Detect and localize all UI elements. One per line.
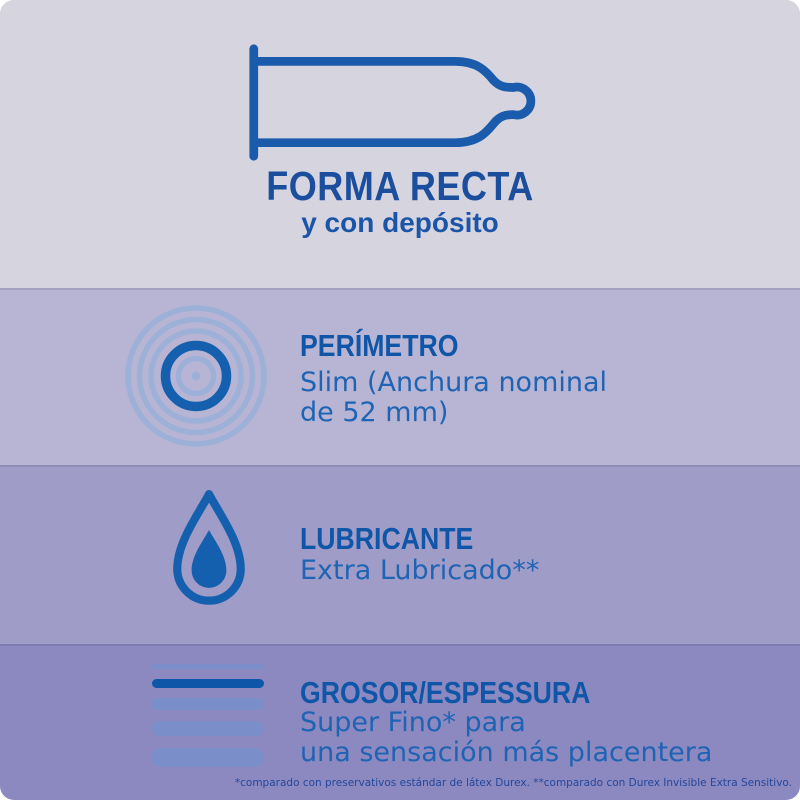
section-title: PERÍMETRO xyxy=(300,328,459,363)
condom-outline-icon xyxy=(238,42,558,163)
section-text-line: Extra Lubricado** xyxy=(300,555,540,586)
bar-thickest xyxy=(152,748,264,767)
bar-medium xyxy=(152,698,264,710)
section-text-line: de 52 mm) xyxy=(300,397,449,428)
section-lubricante xyxy=(0,465,800,644)
section-title: GROSOR/ESPESSURA xyxy=(300,675,591,710)
section-title: LUBRICANTE xyxy=(300,521,474,556)
section-forma-recta xyxy=(0,0,800,288)
section-grosor xyxy=(0,644,800,800)
section-text-line: Slim (Anchura nominal xyxy=(300,367,608,398)
footnote: *comparado con preservativos estándar de látex Durex. **comparado con Durex Invisible Extra Sensitivo. xyxy=(234,777,792,789)
section-text-line: Super Fino* para xyxy=(300,707,526,738)
bar-thick xyxy=(152,721,264,736)
water-drop-icon xyxy=(168,487,250,616)
bar-highlight xyxy=(152,679,264,688)
concentric-circles-icon xyxy=(124,304,268,448)
section-perimetro xyxy=(0,288,800,465)
section-text-line: una sensación más placentera xyxy=(300,737,713,768)
section-subtitle: y con depósito xyxy=(301,207,499,238)
section-title: FORMA RECTA xyxy=(266,163,534,209)
bar-thin xyxy=(152,664,264,669)
stacked-bars-icon xyxy=(152,664,264,767)
